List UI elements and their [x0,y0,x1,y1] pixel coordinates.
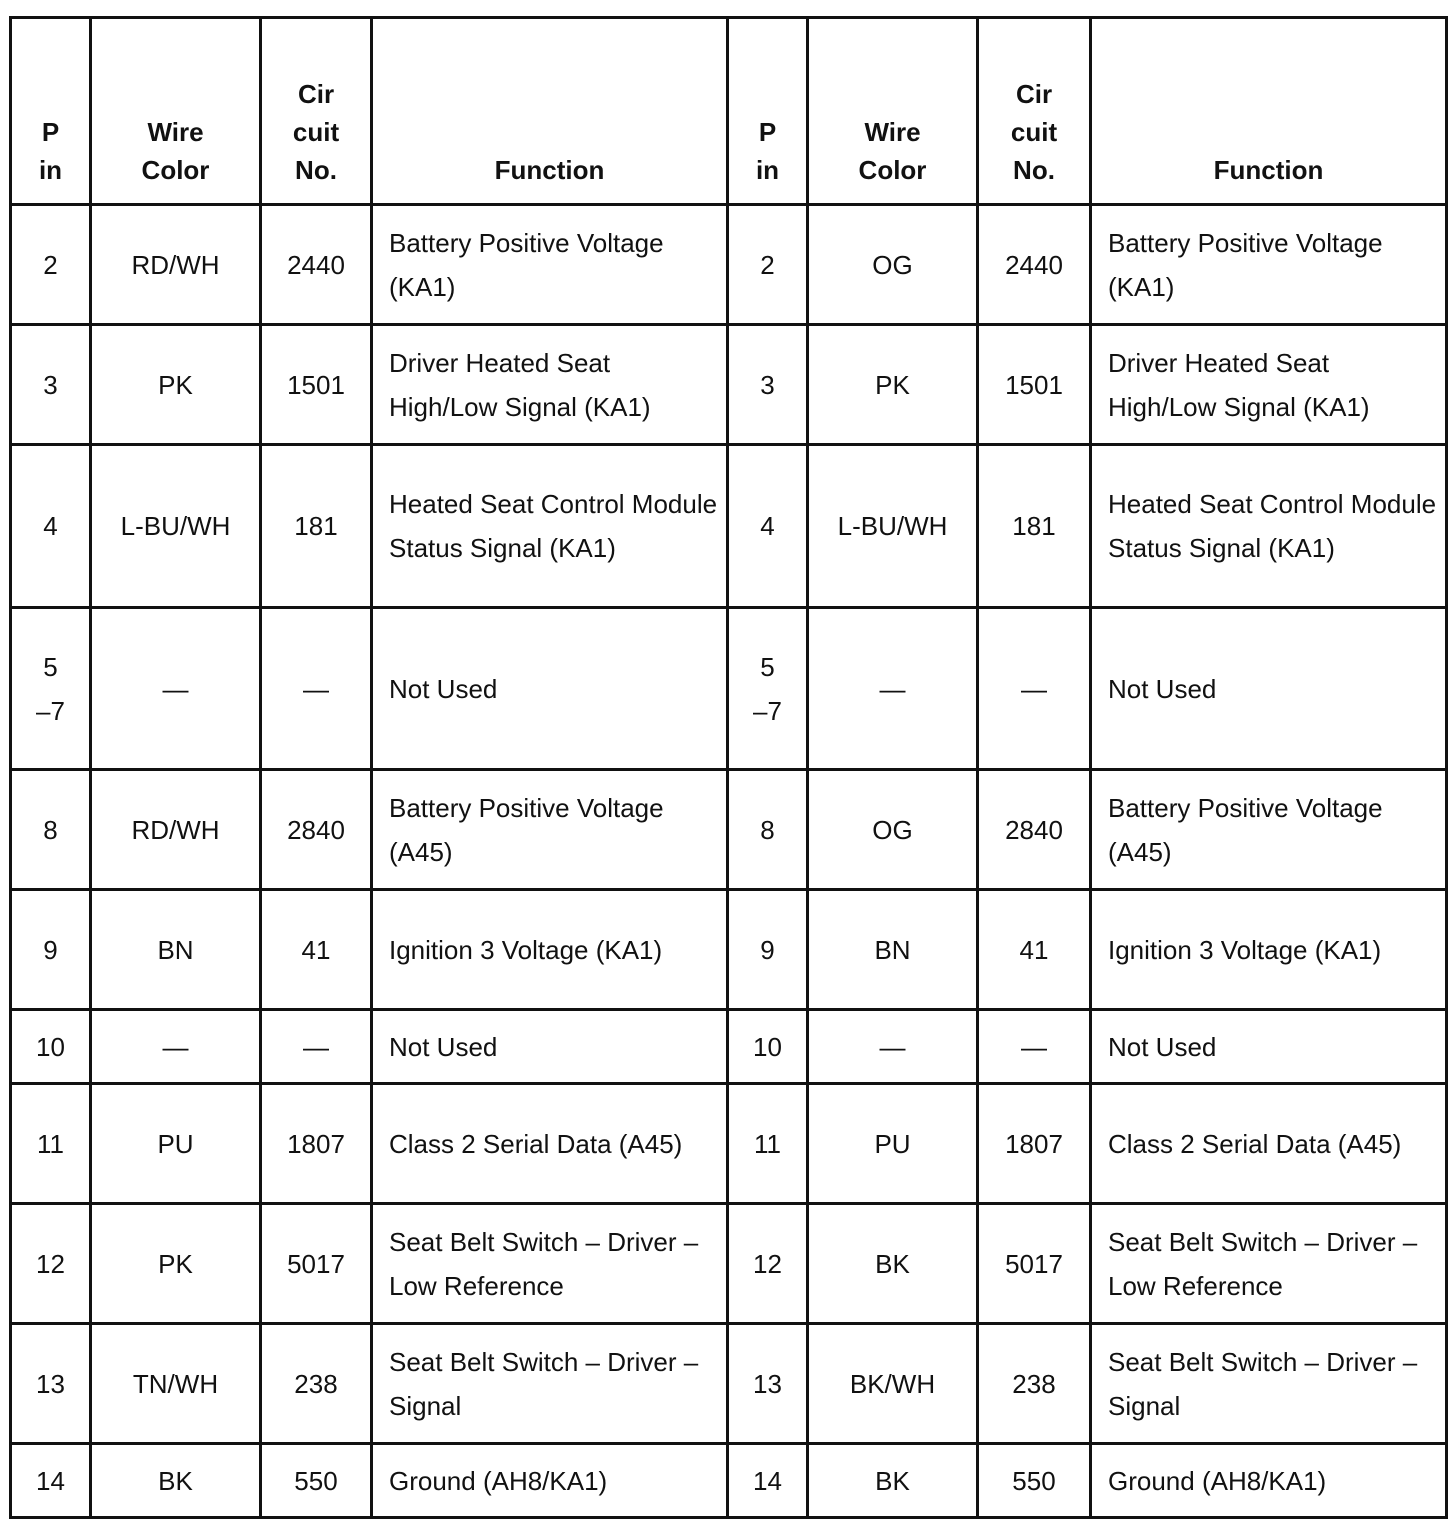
pin-cell: 11 [11,1084,91,1204]
pin-cell [728,608,808,770]
circuit-no-cell: 1807 [261,1084,372,1204]
pin-cell: 3 [728,325,808,445]
function-cell: Class 2 Serial Data (A45) [372,1084,728,1204]
circuit-no-cell: — [261,1010,372,1084]
wire-color-cell: — [808,608,978,770]
table-row [11,445,1447,608]
table-row [11,205,1447,325]
wire-color-cell: PK [91,325,261,445]
circuit-no-cell: 2840 [978,770,1091,890]
table-body [11,205,1447,1518]
wire-color-cell: BK [808,1204,978,1324]
function-cell: Ground (AH8/KA1) [372,1444,728,1518]
table-header-row [11,18,1447,205]
function-cell: Seat Belt Switch – Driver – Low Reference [372,1204,728,1324]
function-cell: Battery Positive Voltage (KA1) [1091,205,1447,325]
wire-color-cell: BK [808,1444,978,1518]
function-cell: Class 2 Serial Data (A45) [1091,1084,1447,1204]
circuit-no-cell: 550 [261,1444,372,1518]
function-cell: Not Used [372,608,728,770]
pin-cell: 4 [728,445,808,608]
pin-cell: 9 [728,890,808,1010]
header-function: Function [1091,18,1447,205]
pin-range-part: –7 [36,695,65,726]
table-row [11,1084,1447,1204]
circuit-no-cell: 5017 [261,1204,372,1324]
wire-color-cell: RD/WH [91,205,261,325]
connector-pinout-table [9,16,1448,1519]
pin-cell: 13 [728,1324,808,1444]
pin-cell [11,608,91,770]
header-circuit-no: Cir cuit No. [261,18,372,205]
circuit-no-cell: 41 [978,890,1091,1010]
pin-range-part: 5 [43,651,58,682]
wire-color-cell: L-BU/WH [91,445,261,608]
wire-color-cell: TN/WH [91,1324,261,1444]
circuit-no-cell: 1501 [978,325,1091,445]
circuit-no-cell: 2440 [261,205,372,325]
circuit-no-cell: 238 [261,1324,372,1444]
wire-color-cell: — [91,608,261,770]
table-row [11,1204,1447,1324]
wire-color-cell: BN [808,890,978,1010]
pin-cell: 11 [728,1084,808,1204]
circuit-no-cell: 181 [978,445,1091,608]
function-cell: Battery Positive Voltage (A45) [1091,770,1447,890]
table-row [11,1324,1447,1444]
table-row [11,325,1447,445]
function-cell: Driver Heated Seat High/Low Signal (KA1) [1091,325,1447,445]
wire-color-cell: PK [91,1204,261,1324]
pin-cell: 2 [728,205,808,325]
wire-color-cell: OG [808,205,978,325]
wire-color-cell: PU [91,1084,261,1204]
wire-color-cell: L-BU/WH [808,445,978,608]
function-cell: Seat Belt Switch – Driver – Signal [1091,1324,1447,1444]
circuit-no-cell: 181 [261,445,372,608]
header-pin: P in [11,18,91,205]
function-cell: Ground (AH8/KA1) [1091,1444,1447,1518]
function-cell: Seat Belt Switch – Driver – Low Reference [1091,1204,1447,1324]
pin-cell: 12 [728,1204,808,1324]
header-function: Function [372,18,728,205]
pin-range-part: 5 [760,651,775,682]
header-pin: P in [728,18,808,205]
table-row [11,770,1447,890]
pin-cell: 14 [728,1444,808,1518]
pin-cell: 2 [11,205,91,325]
wire-color-cell: PK [808,325,978,445]
wire-color-cell: OG [808,770,978,890]
function-cell: Ignition 3 Voltage (KA1) [1091,890,1447,1010]
header-wire-color: Wire Color [808,18,978,205]
circuit-no-cell: — [261,608,372,770]
pin-cell: 8 [11,770,91,890]
wire-color-cell: BN [91,890,261,1010]
pin-cell: 8 [728,770,808,890]
function-cell: Not Used [1091,1010,1447,1084]
pin-cell: 14 [11,1444,91,1518]
circuit-no-cell: 238 [978,1324,1091,1444]
pin-cell: 12 [11,1204,91,1324]
circuit-no-cell: 2840 [261,770,372,890]
function-cell: Not Used [372,1010,728,1084]
pin-cell: 9 [11,890,91,1010]
wire-color-cell: — [91,1010,261,1084]
wire-color-cell: PU [808,1084,978,1204]
table-row [11,608,1447,770]
circuit-no-cell: — [978,608,1091,770]
pin-cell: 4 [11,445,91,608]
header-circuit-no: Cir cuit No. [978,18,1091,205]
circuit-no-cell: 1807 [978,1084,1091,1204]
pin-cell: 13 [11,1324,91,1444]
function-cell: Battery Positive Voltage (KA1) [372,205,728,325]
function-cell: Seat Belt Switch – Driver – Signal [372,1324,728,1444]
wire-color-cell: — [808,1010,978,1084]
circuit-no-cell: 2440 [978,205,1091,325]
circuit-no-cell: — [978,1010,1091,1084]
table-row [11,1010,1447,1084]
pin-cell: 10 [728,1010,808,1084]
circuit-no-cell: 1501 [261,325,372,445]
table-row [11,1444,1447,1518]
table-row [11,890,1447,1010]
function-cell: Not Used [1091,608,1447,770]
function-cell: Heated Seat Control Module Status Signal (KA1) [1091,445,1447,608]
circuit-no-cell: 550 [978,1444,1091,1518]
function-cell: Driver Heated Seat High/Low Signal (KA1) [372,325,728,445]
function-cell: Ignition 3 Voltage (KA1) [372,890,728,1010]
wire-color-cell: BK [91,1444,261,1518]
circuit-no-cell: 41 [261,890,372,1010]
function-cell: Battery Positive Voltage (A45) [372,770,728,890]
function-cell: Heated Seat Control Module Status Signal (KA1) [372,445,728,608]
circuit-no-cell: 5017 [978,1204,1091,1324]
pin-cell: 10 [11,1010,91,1084]
wire-color-cell: BK/WH [808,1324,978,1444]
header-wire-color: Wire Color [91,18,261,205]
wire-color-cell: RD/WH [91,770,261,890]
pin-range-part: –7 [753,695,782,726]
pin-cell: 3 [11,325,91,445]
